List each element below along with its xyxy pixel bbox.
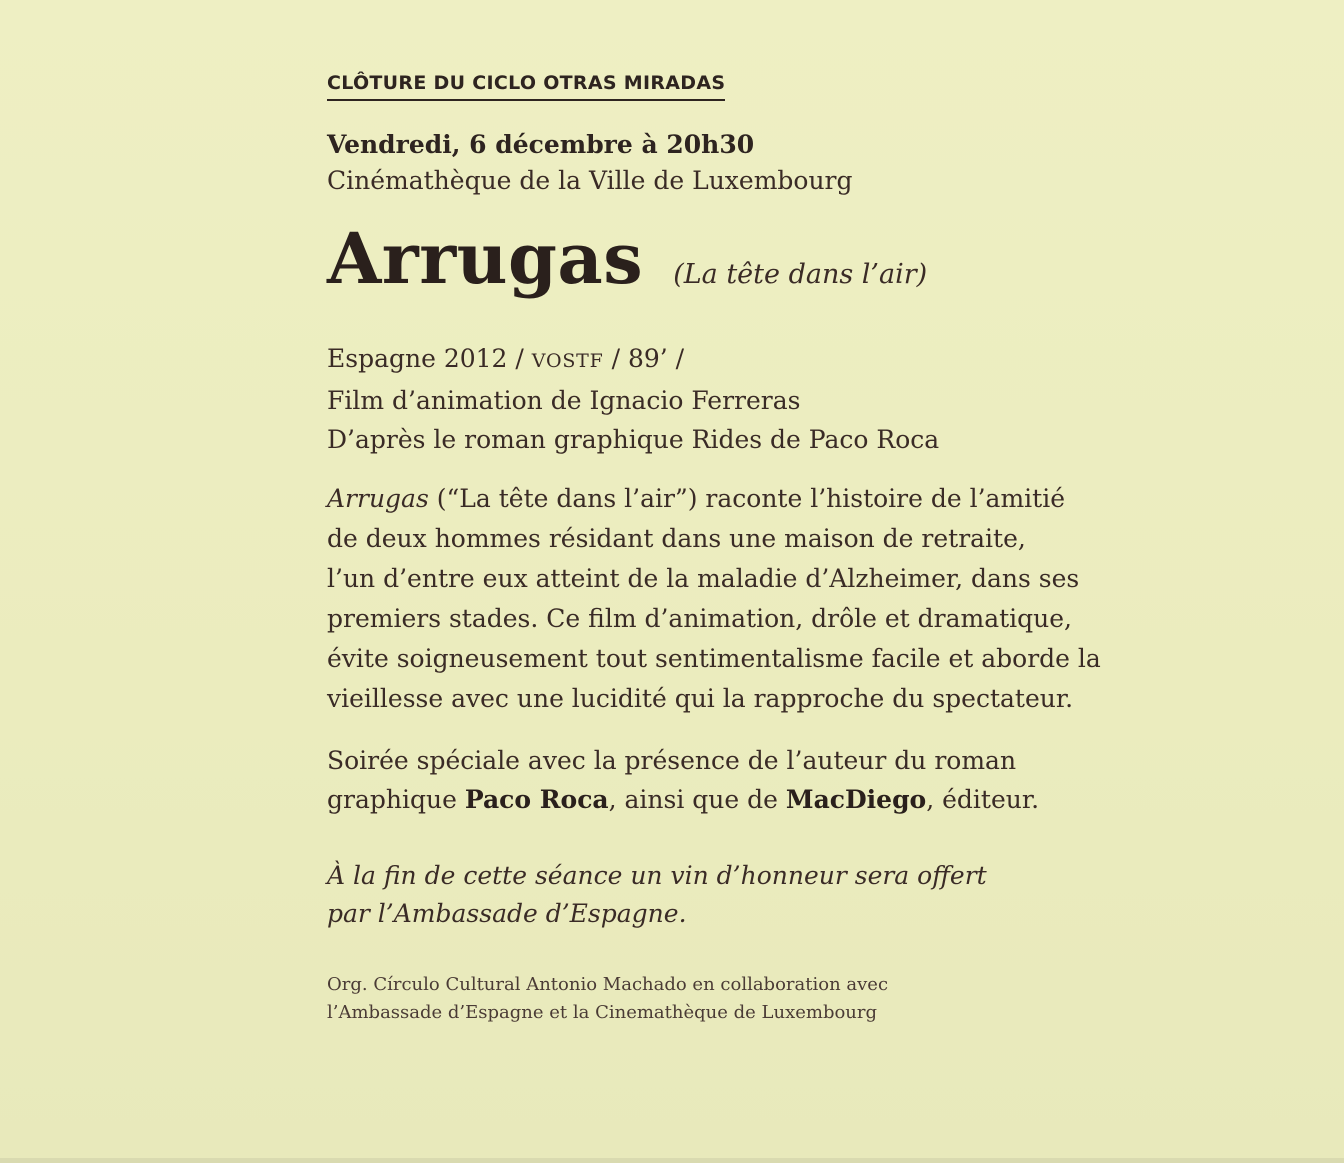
event-venue: Cinémathèque de la Ville de Luxembourg xyxy=(327,166,853,195)
guest-publisher: MacDiego xyxy=(785,785,927,814)
synopsis-line-4: premiers stades. Ce film d’animation, drôle et dramatique, xyxy=(327,604,1073,633)
film-duration: / 89’ / xyxy=(603,344,685,373)
organizers-line-2: l’Ambassade d’Espagne et la Cinemathèque de Luxembourg xyxy=(327,1002,878,1023)
film-subtitle: (La tête dans l’air) xyxy=(673,259,928,290)
synopsis-line-1-text: (“La tête dans l’air”) raconte l’histoire de l’amitié xyxy=(428,484,1066,513)
synopsis-line-5: évite soigneusement tout sentimentalisme facile et aborde la xyxy=(327,644,1101,673)
guests-text-c: , éditeur. xyxy=(926,785,1040,814)
film-source: D’après le roman graphique Rides de Paco Roca xyxy=(327,425,940,454)
synopsis-line-3: l’un d’entre eux atteint de la maladie d’Alzheimer, dans ses xyxy=(327,564,1080,593)
synopsis-title-ref: Arrugas xyxy=(327,484,429,513)
paper-edge xyxy=(0,1158,1344,1163)
synopsis-line-6: vieillesse avec une lucidité qui la rapproche du spectateur. xyxy=(327,684,1074,713)
event-date: Vendredi, 6 décembre à 20h30 xyxy=(327,130,755,159)
film-synopsis xyxy=(327,479,1147,719)
guests-text-b: , ainsi que de xyxy=(608,785,786,814)
special-guests xyxy=(327,741,1227,819)
film-title: Arrugas xyxy=(327,217,644,300)
reception-line-1: À la fin de cette séance un vin d’honneur sera offert xyxy=(327,861,987,890)
title-row xyxy=(327,219,1227,309)
synopsis-line-1 xyxy=(327,479,1147,519)
section-kicker: CLÔTURE DU CICLO OTRAS MIRADAS xyxy=(327,70,725,101)
reception-note xyxy=(327,857,1227,933)
organizers-line-1: Org. Círculo Cultural Antonio Machado en collaboration avec xyxy=(327,974,889,995)
guests-line-1: Soirée spéciale avec la présence de l’auteur du roman xyxy=(327,746,1017,775)
synopsis-line-2: de deux hommes résidant dans une maison de retraite, xyxy=(327,524,1026,553)
reception-line-2: par l’Ambassade d’Espagne. xyxy=(327,899,687,928)
film-director: Film d’animation de Ignacio Ferreras xyxy=(327,386,801,415)
event-notice xyxy=(327,70,1227,1027)
film-country-year: Espagne 2012 / xyxy=(327,344,532,373)
film-language: VOSTF xyxy=(531,350,604,372)
guests-line-2 xyxy=(327,780,1227,819)
guests-text-a: graphique xyxy=(327,785,465,814)
film-details-line-1 xyxy=(327,339,1227,381)
guest-author: Paco Roca xyxy=(464,785,609,814)
film-details xyxy=(327,339,1227,459)
organizers xyxy=(327,971,1227,1027)
